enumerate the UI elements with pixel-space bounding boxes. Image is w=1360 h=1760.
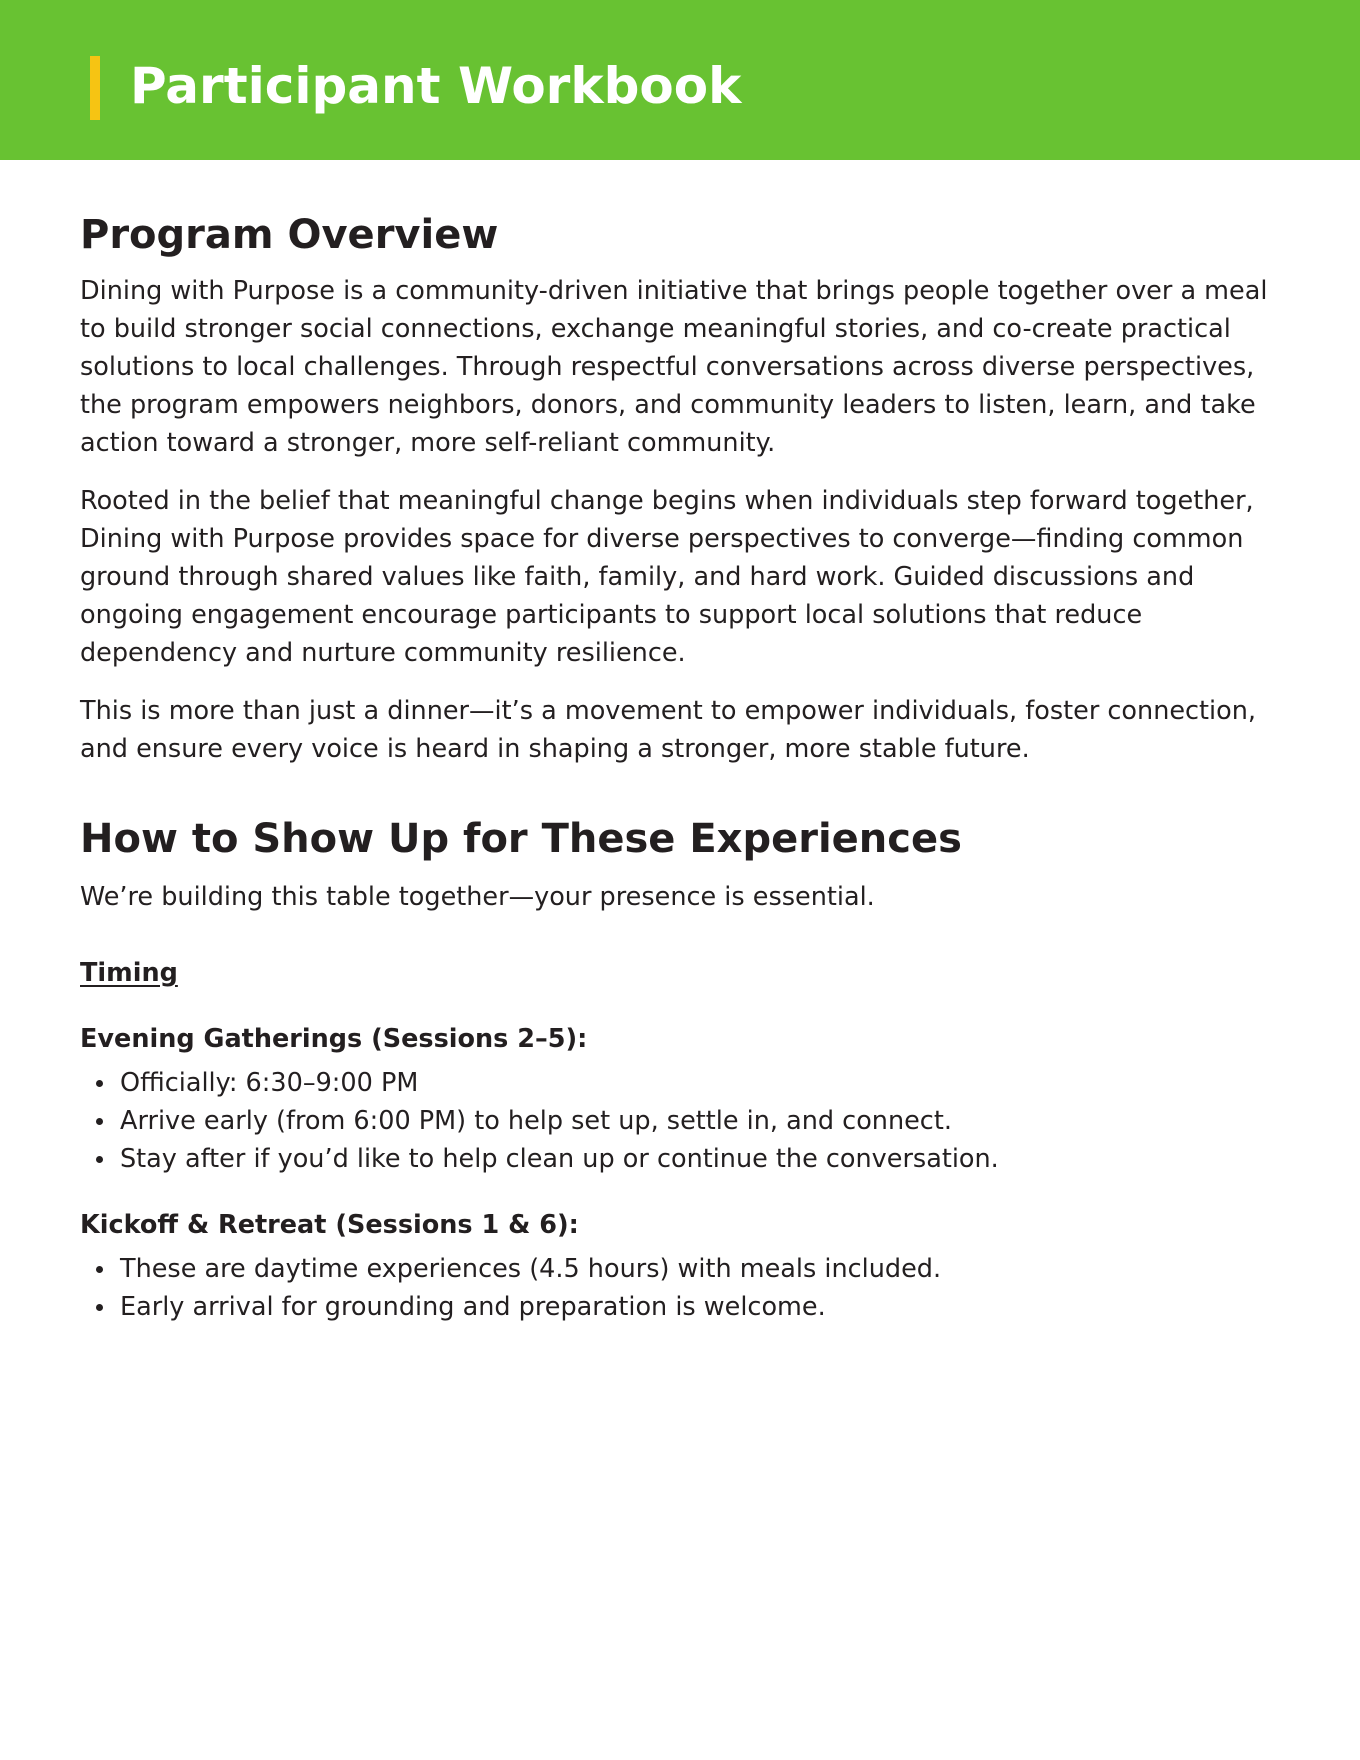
kickoff-retreat-title: Kickoff & Retreat (Sessions 1 & 6): — [80, 1210, 579, 1240]
list-item — [80, 1288, 1280, 1326]
bullet-icon — [96, 1118, 103, 1125]
evening-gatherings-title: Evening Gatherings (Sessions 2–5): — [80, 1024, 588, 1054]
show-up-intro: We’re building this table together—your presence is essential. — [80, 882, 875, 912]
bullet-icon — [96, 1080, 103, 1087]
show-up-section — [80, 812, 1280, 1326]
page-title: Participant Workbook — [130, 57, 742, 115]
evening-gatherings-list — [80, 1064, 1280, 1178]
list-item-text: Early arrival for grounding and preparation is welcome. — [120, 1292, 826, 1322]
list-item — [80, 1064, 1280, 1102]
program-overview-section — [80, 208, 1280, 768]
list-item-text: These are daytime experiences (4.5 hours) with meals included. — [120, 1254, 942, 1284]
title-accent-bar — [90, 56, 100, 120]
timing-label: Timing — [80, 958, 178, 988]
document-body — [80, 208, 1280, 1326]
list-item — [80, 1140, 1280, 1178]
overview-paragraph: Rooted in the belief that meaningful change begins when individuals step forward together, Dining with Purpose provides space for diverse perspectives to converge—finding common ground through shared values like faith, family, and hard work. Guided discussions and ongoing engagement encourage participants to support local solutions that reduce dependency and nurture community resilience. — [80, 486, 1254, 668]
list-item-text: Officially: 6:30–9:00 PM — [120, 1068, 419, 1098]
bullet-icon — [96, 1156, 103, 1163]
bullet-icon — [96, 1266, 103, 1273]
bullet-icon — [96, 1304, 103, 1311]
list-item — [80, 1102, 1280, 1140]
list-item-text: Stay after if you’d like to help clean up or continue the conversation. — [120, 1144, 999, 1174]
list-item-text: Arrive early (from 6:00 PM) to help set up, settle in, and connect. — [120, 1106, 952, 1136]
kickoff-retreat-list — [80, 1250, 1280, 1326]
overview-paragraph: This is more than just a dinner—it’s a movement to empower individuals, foster connection, and ensure every voice is heard in shaping a stronger, more stable future. — [80, 696, 1257, 764]
section-heading-program-overview: Program Overview — [80, 212, 499, 258]
header-banner — [0, 0, 1360, 160]
section-heading-show-up: How to Show Up for These Experiences — [80, 816, 962, 862]
overview-paragraph: Dining with Purpose is a community-driven initiative that brings people together over a meal to build stronger social connections, exchange meaningful stories, and co-create practical solutions to local challenges. Through respectful conversations across diverse perspectives, the program empowers neighbors, donors, and community leaders to listen, learn, and take action toward a stronger, more self-reliant community. — [80, 276, 1268, 458]
list-item — [80, 1250, 1280, 1288]
